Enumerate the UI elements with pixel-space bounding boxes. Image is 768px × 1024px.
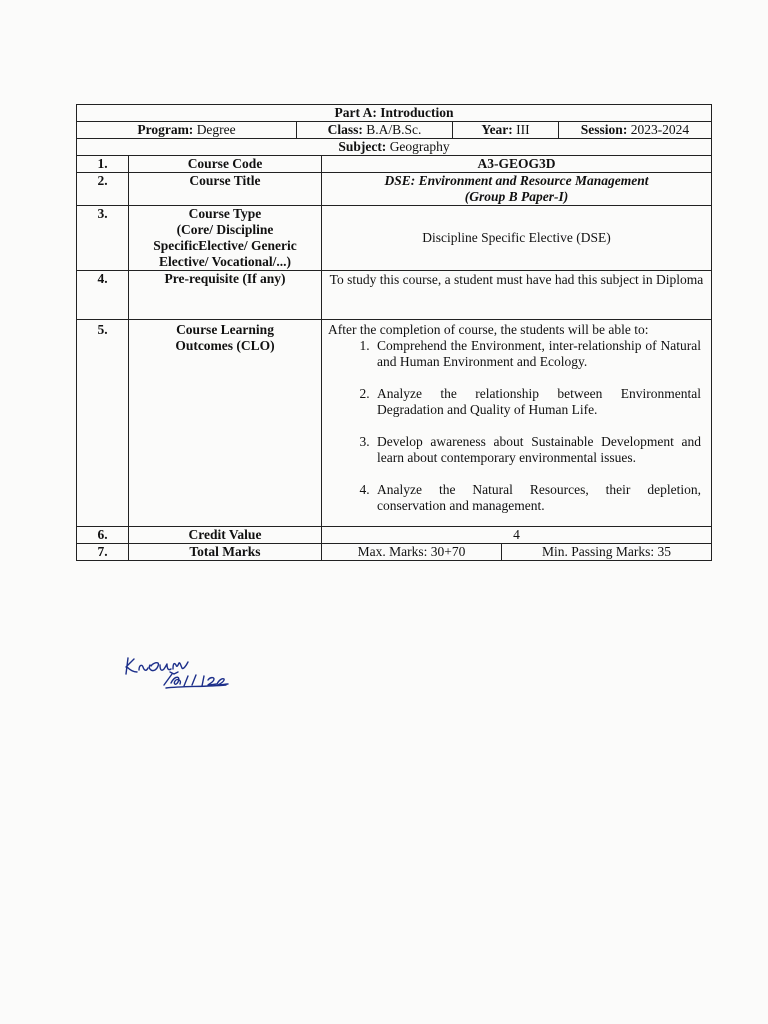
clo-row xyxy=(77,320,711,527)
course-type-label xyxy=(129,206,322,270)
row-number: 6. xyxy=(77,527,129,543)
clo-label xyxy=(129,320,322,526)
year-label: Year: xyxy=(481,122,513,137)
year-value: III xyxy=(516,122,530,137)
clo-item: 4. Analyze the Natural Resources, their depletion, conservation and management. xyxy=(373,482,701,514)
session-value: 2023-2024 xyxy=(630,122,690,137)
row-number: 2. xyxy=(77,173,129,205)
course-title-line-2: (Group B Paper-I) xyxy=(464,189,569,204)
class-label: Class: xyxy=(327,122,363,137)
course-table xyxy=(76,104,712,561)
class-cell xyxy=(297,122,453,138)
session-label: Session: xyxy=(580,122,628,137)
year-cell xyxy=(453,122,559,138)
clo-item: 2. Analyze the relationship between Environmental Degradation and Quality of Human Life. xyxy=(373,386,701,418)
course-type-label-line: (Core/ Discipline xyxy=(176,222,274,237)
course-code-row xyxy=(77,156,711,173)
total-marks-row xyxy=(77,544,711,561)
prerequisite-label: Pre-requisite (If any) xyxy=(129,271,322,319)
clo-list xyxy=(326,338,707,514)
clo-item: 1. Comprehend the Environment, inter-relationship of Natural and Human Environment and Ecology. xyxy=(373,338,701,370)
subject-label: Subject: xyxy=(338,139,387,154)
course-title-label: Course Title xyxy=(129,173,322,205)
course-type-row xyxy=(77,206,711,271)
clo-label-line: Course Learning xyxy=(176,322,274,337)
course-title-row xyxy=(77,173,711,206)
subject-cell xyxy=(77,139,711,155)
course-title-value xyxy=(322,173,711,205)
subject-row xyxy=(77,139,711,156)
min-passing-marks: Min. Passing Marks: 35 xyxy=(541,544,671,559)
handwritten-signature xyxy=(118,648,268,696)
part-title-row xyxy=(77,105,711,122)
course-code-label: Course Code xyxy=(129,156,322,172)
row-number: 7. xyxy=(77,544,129,560)
total-marks-label: Total Marks xyxy=(129,544,322,560)
credit-value-row xyxy=(77,527,711,544)
course-type-label-line: Elective/ Vocational/...) xyxy=(159,254,291,269)
prerequisite-row xyxy=(77,271,711,320)
course-type-label-line: Course Type xyxy=(188,206,262,221)
program-value: Degree xyxy=(196,122,236,137)
program-cell xyxy=(77,122,297,138)
part-title: Part A: Introduction xyxy=(334,105,454,120)
row-number: 5. xyxy=(77,320,129,526)
prerequisite-value: To study this course, a student must have had this subject in Diploma xyxy=(329,272,704,287)
subject-value: Geography xyxy=(389,139,450,154)
course-title-line-1: DSE: Environment and Resource Management xyxy=(384,173,649,188)
course-code-value: A3-GEOG3D xyxy=(477,156,556,171)
clo-item: 3. Develop awareness about Sustainable Development and learn about contemporary environmental issues. xyxy=(373,434,701,466)
row-number: 3. xyxy=(77,206,129,270)
clo-value xyxy=(322,320,711,526)
course-type-value xyxy=(322,206,711,270)
row-number: 1. xyxy=(77,156,129,172)
credit-value: 4 xyxy=(513,527,520,542)
clo-intro: After the completion of course, the students will be able to: xyxy=(328,322,649,337)
course-type-label-line: SpecificElective/ Generic xyxy=(153,238,297,253)
clo-label-line: Outcomes (CLO) xyxy=(175,338,275,353)
row-number: 4. xyxy=(77,271,129,319)
session-cell xyxy=(559,122,711,138)
course-type-value-text: Discipline Specific Elective (DSE) xyxy=(422,230,611,245)
program-info-row xyxy=(77,122,711,139)
class-value: B.A/B.Sc. xyxy=(366,122,422,137)
max-marks: Max. Marks: 30+70 xyxy=(322,544,502,560)
program-label: Program: xyxy=(137,122,194,137)
credit-value-label: Credit Value xyxy=(129,527,322,543)
